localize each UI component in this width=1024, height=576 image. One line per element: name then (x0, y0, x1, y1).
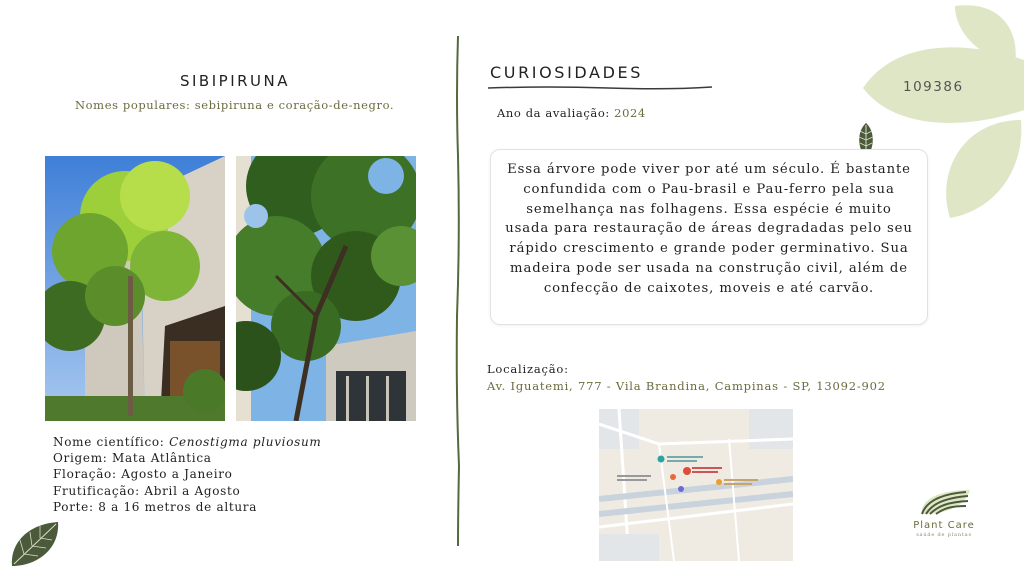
curiosities-title: CURIOSIDADES (490, 63, 643, 82)
location-map[interactable] (599, 409, 793, 561)
corner-leaf-icon (8, 518, 62, 568)
decorative-leaves-icon (855, 0, 1024, 230)
popular-names: Nomes populares: sebipiruna e coração-de-negro. (75, 98, 395, 112)
scientific-name-label: Nome científico: (53, 435, 165, 449)
scientific-name-row (53, 434, 322, 450)
brand-tagline: saúde de plantas (916, 532, 972, 538)
location-label: Localização: (487, 362, 569, 376)
vertical-divider (453, 36, 463, 546)
size-row: Porte: 8 a 16 metros de altura (53, 499, 258, 514)
curiosities-underline (488, 84, 712, 92)
evaluation-year (497, 106, 646, 120)
plant-care-leaf-icon (916, 486, 972, 516)
location-address: Av. Iguatemi, 777 - Vila Brandina, Campinas - SP, 13092-902 (487, 379, 886, 393)
map-icon (599, 409, 793, 561)
plant-care-logo (905, 486, 983, 544)
tree-photo-building-icon (45, 156, 225, 421)
tree-id: 109386 (903, 79, 964, 95)
species-facts (53, 434, 322, 515)
scientific-name-value: Cenostigma pluviosum (169, 435, 322, 449)
curiosities-text: Essa árvore pode viver por até um século. É bastante confundida com o Pau-brasil e Pau-ferro pela sua semelhança nas folhagens. Essa espécie é muito usada para restauração de áreas degradadas pelo seu rápido crescimento e grande poder germinativo. Sua madeira pode ser usada na construção civil, além de confecção de caixotes, moveis e até carvão. (505, 162, 913, 296)
tree-canopy-photo (236, 156, 416, 421)
fruiting-row: Frutificação: Abril a Agosto (53, 483, 241, 498)
species-title: SIBIPIRUNA (179, 72, 290, 90)
origin-row: Origem: Mata Atlântica (53, 451, 212, 466)
tree-photo-building (45, 156, 225, 421)
tree-canopy-photo-icon (236, 156, 416, 421)
evaluation-year-value: 2024 (614, 106, 646, 120)
brand-name: Plant Care (913, 520, 975, 531)
evaluation-year-label: Ano da avaliação: (497, 106, 610, 120)
flowering-row: Floração: Agosto a Janeiro (53, 467, 233, 482)
